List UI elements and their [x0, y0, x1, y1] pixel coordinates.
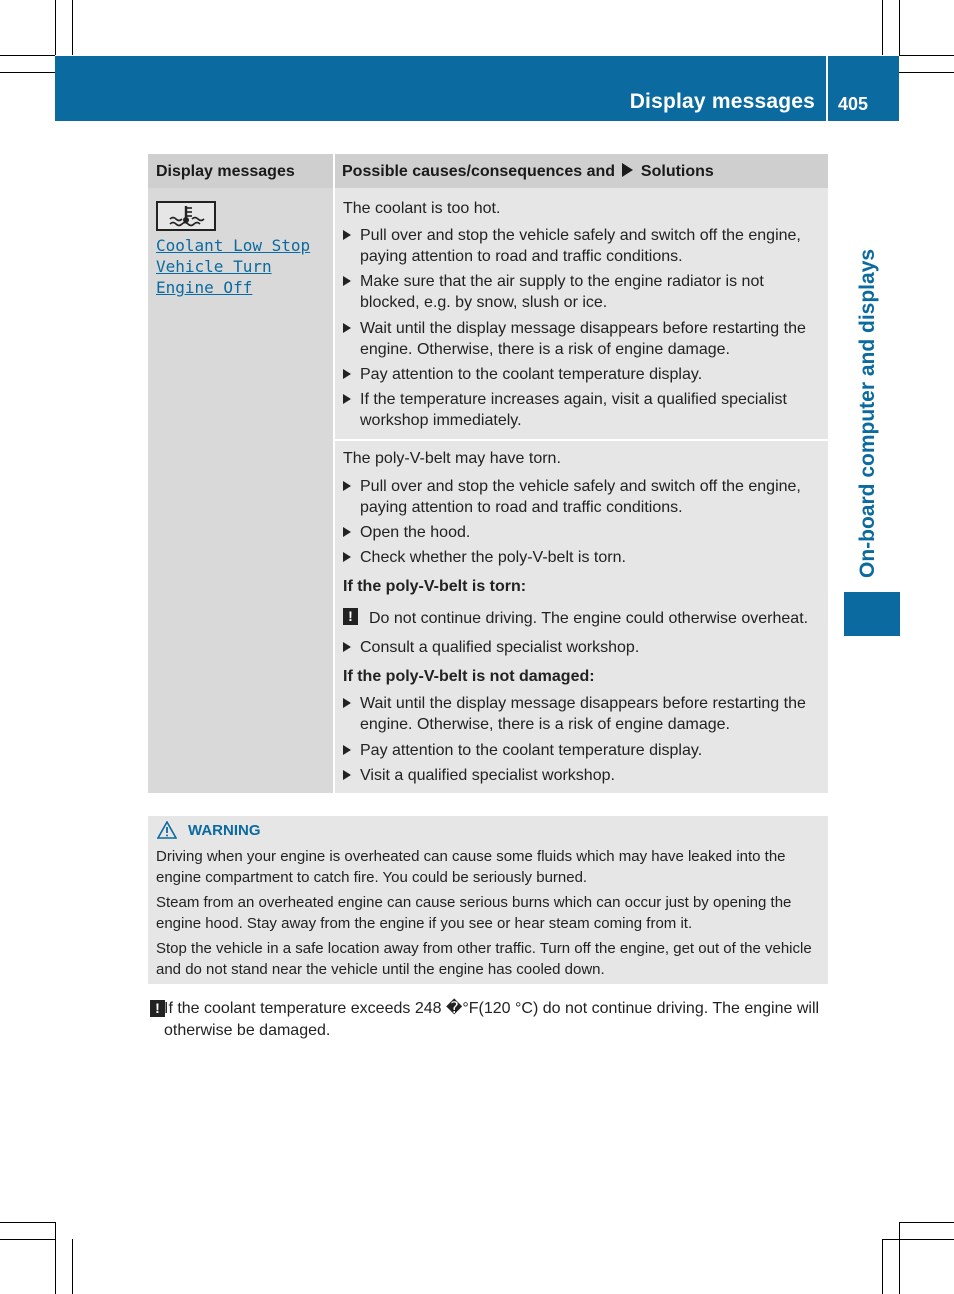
- chapter-tab-marker: [844, 592, 900, 636]
- crop-mark: [72, 0, 73, 55]
- triangle-right-icon: [622, 163, 633, 177]
- cause-intro: The poly-V-belt may have torn.: [343, 450, 561, 467]
- header-divider: [826, 56, 828, 121]
- crop-mark: [0, 55, 55, 56]
- warning-paragraph: Driving when your engine is overheated can cause some fluids which may have leaked into the engine compartment to catch fire. You could be seriously burned.: [156, 848, 786, 886]
- list-item: [343, 547, 823, 568]
- list-item: [343, 389, 823, 431]
- display-messages-table: [148, 154, 828, 793]
- cause-intro: The coolant is too hot.: [343, 200, 501, 217]
- list-item: [343, 637, 823, 658]
- list-item: [343, 693, 823, 735]
- list-item: [343, 476, 823, 518]
- warning-box: [148, 816, 828, 984]
- bullet-arrow-icon: [343, 394, 351, 404]
- bullet-arrow-icon: [343, 323, 351, 333]
- list-item: [343, 765, 823, 786]
- step-text: Consult a qualified specialist workshop.: [360, 639, 640, 656]
- crop-mark: [882, 1239, 883, 1294]
- caution-icon: !: [343, 608, 358, 625]
- crop-mark: [899, 72, 954, 73]
- bullet-arrow-icon: [343, 276, 351, 286]
- subheading-belt-torn: If the poly-V-belt is torn:: [343, 578, 527, 595]
- step-text: Make sure that the air supply to the engine radiator is not blocked, e.g. by snow, slush or ice.: [360, 273, 764, 311]
- warning-paragraph: Steam from an overheated engine can cause serious burns which can occur just by opening the engine hood. Stay away from the engine if you see or hear steam coming from it.: [156, 894, 792, 932]
- bullet-arrow-icon: [343, 230, 351, 240]
- bullet-arrow-icon: [343, 552, 351, 562]
- crop-mark: [899, 1222, 954, 1223]
- crop-mark: [882, 0, 883, 55]
- bullet-arrow-icon: [343, 369, 351, 379]
- warning-triangle-icon: [157, 821, 177, 839]
- crop-mark: [0, 1222, 55, 1223]
- cause-cell-coolant-hot: [335, 188, 828, 439]
- message-cell: [148, 188, 333, 793]
- display-message-line: Coolant Low Stop: [156, 236, 311, 255]
- column-header-solutions: [342, 163, 714, 181]
- page-header: [55, 56, 899, 121]
- warning-title: WARNING: [188, 822, 261, 839]
- crop-mark: [55, 0, 56, 55]
- cause-cell-poly-v-belt: [335, 441, 828, 793]
- crop-mark: [0, 1239, 55, 1240]
- caution-text: Do not continue driving. The engine could otherwise overheat.: [369, 610, 809, 627]
- page-number: 405: [838, 94, 869, 114]
- caution-icon: !: [150, 1000, 165, 1017]
- bullet-arrow-icon: [343, 527, 351, 537]
- crop-mark: [55, 1222, 56, 1294]
- table-header-row: [148, 154, 828, 188]
- bullet-arrow-icon: [343, 745, 351, 755]
- step-text: Pull over and stop the vehicle safely and switch off the engine, paying attention to road and traffic conditions.: [360, 478, 801, 516]
- column-header-messages: Display messages: [156, 163, 295, 180]
- list-item: [343, 271, 823, 313]
- step-text: Pull over and stop the vehicle safely and switch off the engine, paying attention to road and traffic conditions.: [360, 227, 801, 265]
- list-item: [343, 225, 823, 267]
- display-message-line: Vehicle Turn: [156, 257, 272, 276]
- list-item: [343, 318, 823, 360]
- crop-mark: [0, 72, 55, 73]
- display-message-line: Engine Off: [156, 278, 253, 297]
- step-text: If the temperature increases again, visit a qualified specialist workshop immediately.: [360, 391, 787, 429]
- step-text: Wait until the display message disappears before restarting the engine. Otherwise, there is a risk of engine damage.: [360, 320, 806, 358]
- step-text: Check whether the poly-V-belt is torn.: [360, 549, 626, 566]
- list-item: [343, 364, 823, 385]
- list-item: [343, 522, 823, 543]
- crop-mark: [899, 0, 900, 55]
- bullet-arrow-icon: [343, 770, 351, 780]
- column-header-causes: Possible causes/consequences and: [342, 163, 616, 180]
- step-text: Wait until the display message disappears before restarting the engine. Otherwise, there is a risk of engine damage.: [360, 695, 806, 733]
- crop-mark: [72, 1239, 73, 1294]
- list-item: [343, 740, 823, 761]
- crop-mark: [899, 1222, 900, 1294]
- display-message-text: [156, 235, 310, 298]
- step-text: Visit a qualified specialist workshop.: [360, 767, 615, 784]
- step-text: Pay attention to the coolant temperature display.: [360, 366, 703, 383]
- subheading-belt-not-damaged: If the poly-V-belt is not damaged:: [343, 668, 595, 685]
- step-text: Pay attention to the coolant temperature display.: [360, 742, 703, 759]
- chapter-side-label: On-board computer and displays: [856, 248, 879, 578]
- warning-paragraph: Stop the vehicle in a safe location away from other traffic. Turn off the engine, get out of the vehicle and do not stand near the vehicle until the engine has cooled down.: [156, 940, 812, 978]
- crop-mark: [882, 1239, 954, 1240]
- crop-mark: [899, 55, 954, 56]
- page-title: Display messages: [629, 90, 815, 113]
- coolant-temperature-glyph: [158, 203, 214, 229]
- bullet-arrow-icon: [343, 698, 351, 708]
- coolant-temperature-icon: [156, 201, 216, 231]
- step-text: Open the hood.: [360, 524, 471, 541]
- column-header-solutions-label: Solutions: [640, 163, 714, 180]
- bullet-arrow-icon: [343, 642, 351, 652]
- coolant-temperature-note: If the coolant temperature exceeds 248 �°F(120 °C) do not continue driving. The engine will otherwise be damaged.: [164, 1000, 820, 1039]
- bullet-arrow-icon: [343, 481, 351, 491]
